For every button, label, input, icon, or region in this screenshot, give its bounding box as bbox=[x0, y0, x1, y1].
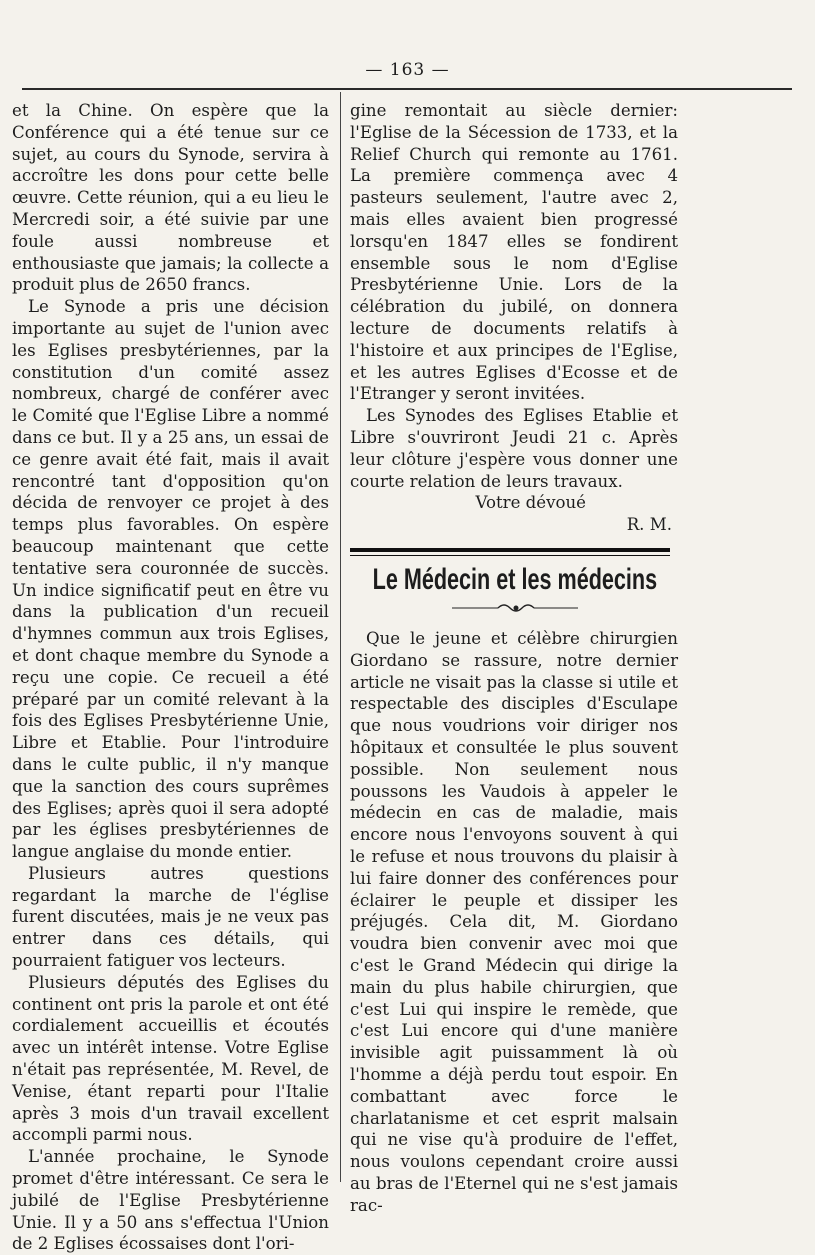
header-rule bbox=[22, 88, 792, 90]
right-paragraph-2: Les Synodes des Eglises Etablie et Libre s'ouvriront Jeudi 21 c. Après leur clôture j'espère vous donner une courte relation de leurs travaux. bbox=[350, 406, 678, 491]
column-divider bbox=[340, 92, 341, 1182]
article-body bbox=[350, 628, 678, 1217]
left-paragraph-3: Plusieurs autres questions regardant la marche de l'église furent discutées, mais je ne veux pas entrer dans ces détails, qui pourraient fatiguer vos lecteurs. bbox=[12, 863, 329, 971]
page-number: — 163 — bbox=[365, 60, 450, 80]
left-paragraph-1: et la Chine. On espère que la Conférence qui a été tenue sur ce sujet, au cours du Synode, servira à accroître les dons pour cette belle œuvre. Cette réunion, qui a eu lieu le Mercredi soir, a été suivie par une foule aussi nombreuse et enthousiaste que jamais; la collecte a produit plus de 2650 francs. bbox=[12, 101, 329, 295]
ornament-divider-icon bbox=[450, 598, 580, 618]
article-separator-thin bbox=[350, 555, 670, 556]
article-paragraph-1: Que le jeune et célèbre chirurgien Giordano se rassure, notre dernier article ne visait pas la classe si utile et respectable des disciples d'Esculape que nous voudrions voir diriger nos hôpitaux et consultée le plus souvent possible. Non seulement nous poussons les Vaudois à appeler le médecin en cas de maladie, mais encore nous l'envoyons souvent à qui le refuse et nous trouvons du plaisir à lui faire donner des conférences pour éclairer le peuple et dissiper les préjugés. Cela dit, M. Giordano voudra bien convenir avec moi que c'est le Grand Médecin qui dirige la main du plus habile chirurgien, que c'est Lui qui inspire le remède, que c'est Lui encore qui d'une manière invisible agit puissamment là où l'homme a déjà perdu tout espoir. En combattant avec force le charlatanisme et cet esprit malsain qui ne vise qu'à produire de l'effet, nous voulons cependant croire aussi au bras de l'Eternel qui ne s'est jamais rac- bbox=[350, 629, 678, 1215]
left-column bbox=[12, 100, 329, 1255]
article-separator-thick bbox=[350, 548, 670, 552]
left-paragraph-5: L'année prochaine, le Synode promet d'être intéressant. Ce sera le jubilé de l'Eglise Presbytérienne Unie. Il y a 50 ans s'effectua l'Union de 2 Eglises écossaises dont l'ori- bbox=[12, 1147, 329, 1254]
right-paragraph-1: gine remontait au siècle dernier: l'Eglise de la Sécession de 1733, et la Relief Church qui remonte au 1761. La première commença avec 4 pasteurs seulement, l'autre avec 2, mais elles avaient bien progressé lorsqu'en 1847 elles se fondirent ensemble sous le nom d'Eglise Presbytérienne Unie. Lors de la célébration du jubilé, on donnera lecture de documents relatifs à l'histoire et aux principes de l'Eglise, et les autres Eglises d'Ecosse et de l'Etranger y seront invitées. bbox=[350, 101, 678, 404]
right-column-letter bbox=[350, 100, 678, 536]
left-paragraph-2: Le Synode a pris une décision importante au sujet de l'union avec les Eglises presbytériennes, par la constitution d'un comité assez nombreux, chargé de conférer avec le Comité que l'Eglise Libre a nommé dans ce but. Il y a 25 ans, un essai de ce genre avait été fait, mais il avait rencontré tant d'opposition qu'on décida de renvoyer ce projet à des temps plus favorables. On espère beaucoup maintenant que cette tentative sera couronnée de succès. Un indice significatif peut en être vu dans la publication d'un recueil d'hymnes commun aux trois Eglises, et dont chaque membre du Synode a reçu une copie. Ce recueil a été préparé par un comité relevant à la fois des Eglises Presbytérienne Unie, Libre et Etablie. Pour l'introduire dans le culte public, il n'y manque que la sanction des cours suprêmes des Eglises; après quoi il sera adopté par les églises presbytériennes de langue anglaise du monde entier. bbox=[12, 297, 329, 862]
article-title: Le Médecin et les médecins bbox=[372, 563, 658, 596]
signature-closing: Votre dévoué bbox=[475, 493, 586, 513]
left-paragraph-4: Plusieurs députés des Eglises du continent ont pris la parole et ont été cordialement accueillis et écoutés avec un intérêt intense. Votre Eglise n'était pas représentée, M. Revel, de Venise, étant reparti pour l'Italie après 3 mois d'un travail excellent accompli parmi nous. bbox=[12, 972, 329, 1145]
signature-initials: R. M. bbox=[626, 515, 672, 535]
